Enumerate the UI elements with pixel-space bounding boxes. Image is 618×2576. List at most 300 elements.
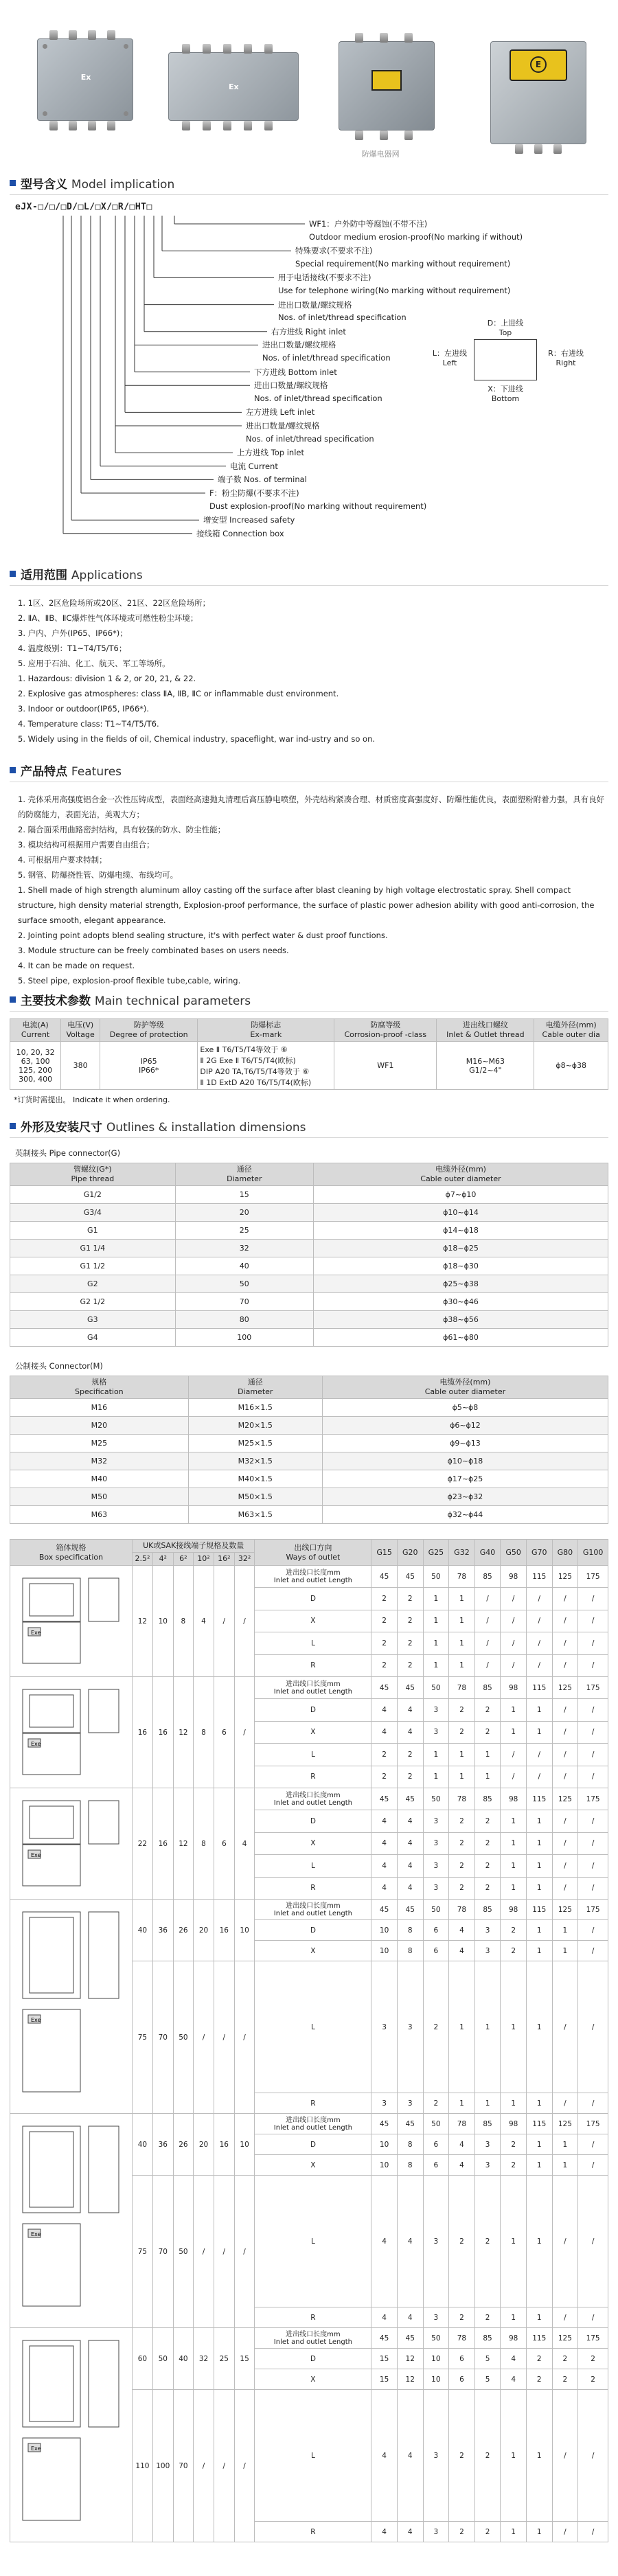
terminal-count-cell: / [234, 2176, 255, 2328]
tech-thread [437, 1042, 534, 1090]
pipe-cell: G3/4 [10, 1204, 176, 1222]
inlet-length-value: 45 [371, 1900, 398, 1920]
tech-header [100, 1019, 198, 1042]
way-count-cell: / [552, 1654, 578, 1676]
metric-cell: M32×1.5 [188, 1452, 322, 1470]
metric-cell: M50×1.5 [188, 1488, 322, 1506]
inlet-length-value: 85 [474, 1677, 501, 1699]
inlet-length-value: 175 [578, 1677, 608, 1699]
application-item: 2. Explosive gas atmospheres: class ⅡA, ⅡB, ⅡC or inflammable dust environment. [18, 689, 339, 698]
inlet-length-value: 78 [449, 1566, 475, 1588]
ex-badge: Ex [229, 82, 239, 91]
tech-value-line: IP65 [140, 1056, 157, 1066]
way-count-cell: 2 [449, 2176, 475, 2307]
svg-text:Exe: Exe [31, 1630, 41, 1636]
metric-cell: ϕ9~ϕ13 [322, 1435, 608, 1452]
way-count-cell: 2 [449, 2307, 475, 2328]
box-outline-drawing [13, 1680, 128, 1783]
thread-header: G50 [501, 1540, 527, 1566]
way-count-cell: / [552, 1810, 578, 1832]
terminal-header: UK或SAK接线端子规格及数量 [132, 1540, 255, 1553]
metric-header-cn: 规格 [91, 1378, 107, 1387]
terminal-size-header: 10² [194, 1553, 214, 1566]
way-count-cell: / [578, 1721, 608, 1743]
way-count-cell: 1 [526, 1961, 552, 2093]
way-count-cell: / [578, 1766, 608, 1788]
metric-cell: ϕ17~ϕ25 [322, 1470, 608, 1488]
terminal-count-cell: 16 [152, 1788, 173, 1900]
way-count-cell: 2 [501, 2155, 527, 2176]
way-count-cell: 4 [397, 2307, 423, 2328]
way-count-cell: 2 [474, 1855, 501, 1877]
way-direction: R [255, 2093, 371, 2114]
way-count-cell: 4 [371, 1810, 398, 1832]
section-title: 主要技术参数 Main technical parameters [21, 994, 251, 1008]
way-count-cell: 4 [449, 1920, 475, 1941]
way-count-cell: / [578, 1699, 608, 1721]
pipe-header [313, 1163, 608, 1186]
way-count-cell: 1 [449, 1632, 475, 1654]
pipe-cell: ϕ7~ϕ10 [313, 1186, 608, 1204]
way-count-cell: 2 [474, 2307, 501, 2328]
inlet-length-value: 115 [526, 2114, 552, 2134]
way-count-cell: 4 [371, 2522, 398, 2542]
model-description: Dust explosion-proof(No marking without requirement) [209, 501, 427, 511]
svg-text:Exe: Exe [31, 2446, 41, 2452]
inlet-length-value: 45 [371, 2114, 398, 2134]
way-count-cell: 6 [423, 1941, 449, 1961]
way-count-cell: / [552, 2522, 578, 2542]
way-count-cell: 1 [501, 2176, 527, 2307]
way-count-cell: 1 [526, 2155, 552, 2176]
feature-item: 4. 可根据用户要求特制； [18, 855, 107, 865]
way-count-cell: / [578, 1810, 608, 1832]
way-count-cell: 2 [449, 2390, 475, 2522]
model-description: Outdoor medium erosion-proof(No marking if without) [309, 231, 523, 242]
way-count-cell: 2 [449, 1810, 475, 1832]
way-count-cell: 15 [371, 2369, 398, 2390]
way-count-cell: 2 [474, 2522, 501, 2542]
thread-header: G40 [474, 1540, 501, 1566]
way-count-cell: / [474, 1654, 501, 1676]
tech-exmark [198, 1042, 334, 1090]
product-photo-2 [161, 11, 304, 166]
tech-current [10, 1042, 61, 1090]
way-count-cell: 2 [397, 1610, 423, 1632]
metric-row [10, 1506, 608, 1524]
pipe-connector-table [10, 1163, 608, 1347]
way-count-cell: 2 [423, 1961, 449, 2093]
way-count-cell: 2 [397, 1654, 423, 1676]
metric-header [322, 1376, 608, 1399]
screw-icon [124, 44, 128, 49]
way-count-cell: 3 [423, 1832, 449, 1854]
way-count-cell: 12 [397, 2349, 423, 2369]
way-count-cell: 1 [552, 1920, 578, 1941]
way-count-cell: 2 [474, 1877, 501, 1899]
metric-row [10, 1435, 608, 1452]
inlet-length-value: 175 [578, 1566, 608, 1588]
inlet-length-cn: 进出线口长度mm [286, 2116, 341, 2124]
way-direction: L [255, 1855, 371, 1877]
terminal-count-cell: 20 [194, 2114, 214, 2176]
pipe-header-cn: 通径 [236, 1165, 252, 1174]
watermark-text: 防爆电器网 [361, 150, 400, 159]
terminal-count-cell: 15 [234, 2328, 255, 2390]
model-code: eJX-□/□/□D/□L/□X/□R/□HT□ [15, 202, 152, 212]
pipe-cell: ϕ18~ϕ25 [313, 1240, 608, 1257]
application-item: 3. 户内、户外(IP65、IP66*)； [18, 628, 128, 638]
terminal-count-cell: 20 [194, 1900, 214, 1961]
inlet-length-value: 125 [552, 2328, 578, 2349]
way-count-cell: 3 [371, 1961, 398, 2093]
way-count-cell: / [578, 2176, 608, 2307]
pipe-row [10, 1275, 608, 1293]
way-count-cell: 1 [474, 1961, 501, 2093]
terminal-size-header: 6² [173, 1553, 193, 1566]
metric-header-cn: 电缆外径(mm) [439, 1378, 491, 1387]
way-count-cell: 1 [474, 1744, 501, 1766]
thread-header: G32 [449, 1540, 475, 1566]
thread-header: G25 [423, 1540, 449, 1566]
way-count-cell: 1 [526, 1941, 552, 1961]
terminal-count-cell: 10 [234, 1900, 255, 1961]
way-count-cell: / [552, 1855, 578, 1877]
model-description: Nos. of inlet/thread specification [262, 353, 391, 363]
inlet-length-value: 50 [423, 1677, 449, 1699]
way-direction: D [255, 1810, 371, 1832]
way-count-cell: 10 [423, 2349, 449, 2369]
terminal-count-cell: 6 [214, 1677, 234, 1788]
terminal-count-cell: 4 [194, 1566, 214, 1677]
terminal-count-cell: 70 [152, 2176, 173, 2328]
way-count-cell: 1 [526, 1855, 552, 1877]
way-count-cell: / [578, 2307, 608, 2328]
feature-item: 3. 模块结构可根据用户需要自由组合； [18, 840, 154, 850]
metric-cell: M16 [10, 1399, 189, 1417]
box-drawing-cell [10, 2114, 133, 2328]
way-count-cell: 3 [423, 2307, 449, 2328]
pipe-cell: G1 [10, 1222, 176, 1240]
way-count-cell: / [578, 2093, 608, 2114]
metric-cell: M16×1.5 [188, 1399, 322, 1417]
application-item: 4. 温度级别：T1~T4/T5/T6； [18, 643, 127, 653]
model-diagram [10, 195, 608, 562]
metric-row [10, 1452, 608, 1470]
inlet-length-en: Inlet and outlet Length [273, 2338, 352, 2346]
way-count-cell: 1 [526, 2390, 552, 2522]
ways-header: 出线口方向 Ways of outlet [255, 1540, 371, 1566]
inlet-length-value: 78 [449, 2328, 475, 2349]
feature-item: 1. Shell made of high strength aluminum alloy casting off the surface after blast cleaning by high voltage electrostatic spray. Shell compact structure, high density material strength, Explosion-proof performance, the surface of plastic power adhesion ability with good anti-corrosion, the surface smooth, elegant appearance. [18, 885, 595, 925]
way-count-cell: 1 [423, 1766, 449, 1788]
model-description: 左方进线 Left inlet [246, 407, 315, 418]
way-count-cell: 4 [397, 1721, 423, 1743]
inlet-length-en: Inlet and outlet Length [273, 1799, 352, 1807]
tech-header-cn: 电流(A) [22, 1021, 49, 1029]
way-direction: X [255, 1832, 371, 1854]
thread-header: G15 [371, 1540, 398, 1566]
pipe-cell: 50 [175, 1275, 313, 1293]
box-outline-drawing [13, 1902, 128, 2108]
way-count-cell: 1 [526, 1920, 552, 1941]
box-drawing-cell [10, 1788, 133, 1900]
direction-diagram-box [474, 339, 537, 380]
way-count-cell: 1 [449, 1766, 475, 1788]
direction-bottom: X：下进线 Bottom [488, 385, 523, 403]
way-count-cell: 1 [526, 2307, 552, 2328]
metric-row [10, 1417, 608, 1435]
way-count-cell: 1 [501, 1721, 527, 1743]
applications-list [18, 595, 618, 759]
metric-cell: ϕ32~ϕ44 [322, 1506, 608, 1524]
way-count-cell: 1 [501, 2307, 527, 2328]
section-title: 适用范围 Applications [21, 569, 143, 582]
screw-icon [43, 44, 47, 49]
inlet-length-value: 85 [474, 2114, 501, 2134]
section-marker-icon [10, 571, 16, 577]
way-count-cell: 6 [423, 1920, 449, 1941]
inlet-length-en: Inlet and outlet Length [273, 1687, 352, 1696]
feature-item: 2. 隔合面采用曲路密封结构，具有较强的防水、防尘性能； [18, 825, 226, 834]
inlet-length-cn: 进出线口长度mm [286, 1680, 341, 1688]
way-count-cell: / [526, 1654, 552, 1676]
way-count-cell: 4 [397, 1877, 423, 1899]
way-count-cell: 2 [526, 2349, 552, 2369]
tech-corrosion: WF1 [334, 1042, 437, 1090]
way-count-cell: 1 [423, 1610, 449, 1632]
way-count-cell: 1 [552, 2134, 578, 2155]
pipe-header-en: Diameter [227, 1174, 262, 1183]
way-count-cell: / [526, 1632, 552, 1654]
pipe-cell: 40 [175, 1257, 313, 1275]
metric-header-en: Diameter [238, 1387, 273, 1396]
tech-header-en: Current [21, 1030, 50, 1039]
ex-badge: Ex [80, 73, 91, 82]
section-tech [10, 988, 608, 1012]
way-count-cell: 4 [501, 2349, 527, 2369]
inlet-length-value: 98 [501, 1566, 527, 1588]
model-description: 进出口数量/螺纹规格 [262, 340, 336, 350]
way-count-cell: 4 [397, 1810, 423, 1832]
way-count-cell: 2 [371, 1610, 398, 1632]
svg-text:Exe: Exe [31, 2017, 41, 2023]
inlet-length-value: 125 [552, 1566, 578, 1588]
pipe-row [10, 1293, 608, 1311]
way-count-cell: 2 [474, 1721, 501, 1743]
way-count-cell: 1 [501, 1961, 527, 2093]
inlet-length-label [255, 2114, 371, 2134]
way-count-cell: 1 [526, 1832, 552, 1854]
terminal-count-cell: 70 [173, 2390, 193, 2542]
section-marker-icon [10, 996, 16, 1003]
order-note: *订货时需提出。 Indicate it when ordering. [14, 1095, 170, 1104]
way-count-cell: 1 [474, 2093, 501, 2114]
model-description: 用于电话接线(不要求不注) [278, 273, 371, 283]
way-count-cell: 10 [423, 2369, 449, 2390]
model-description: 端子数 Nos. of terminal [218, 475, 307, 485]
terminal-count-cell: 26 [173, 1900, 193, 1961]
model-description: 接线箱 Connection box [196, 528, 284, 538]
terminal-count-cell: 25 [214, 2328, 234, 2390]
metric-row [10, 1399, 608, 1417]
terminal-count-cell: 100 [152, 2390, 173, 2542]
terminal-count-cell: / [194, 2390, 214, 2542]
way-count-cell: 3 [423, 1855, 449, 1877]
way-direction: X [255, 2155, 371, 2176]
way-count-cell: 2 [449, 1855, 475, 1877]
tech-header [198, 1019, 334, 1042]
way-direction: R [255, 2307, 371, 2328]
terminal-count-cell: 50 [173, 1961, 193, 2114]
way-count-cell: / [526, 1588, 552, 1610]
way-count-cell: / [474, 1588, 501, 1610]
way-count-cell: 3 [423, 1699, 449, 1721]
tech-header-cn: 防爆标志 [251, 1021, 282, 1029]
pipe-row [10, 1311, 608, 1329]
way-count-cell: / [578, 1855, 608, 1877]
model-description: Nos. of inlet/thread specification [246, 433, 374, 444]
tech-header [534, 1019, 608, 1042]
pipe-header-en: Cable outer diameter [420, 1174, 501, 1183]
inlet-length-en: Inlet and outlet Length [273, 1909, 352, 1917]
way-count-cell: 1 [526, 1877, 552, 1899]
pipe-header [175, 1163, 313, 1186]
model-description: 特殊要求(不要求不注) [295, 246, 373, 256]
terminal-count-cell: 10 [234, 2114, 255, 2176]
section-title: 型号含义 Model implication [21, 178, 175, 192]
tech-header-en: Cable outer dia [542, 1030, 600, 1039]
way-count-cell: 2 [397, 1588, 423, 1610]
way-count-cell: / [552, 2176, 578, 2307]
way-count-cell: 1 [501, 2390, 527, 2522]
way-count-cell: 1 [526, 2134, 552, 2155]
way-count-cell: 2 [501, 2134, 527, 2155]
tech-value-line: G1/2~4" [469, 1065, 502, 1075]
way-count-cell: 1 [552, 2155, 578, 2176]
terminal-count-cell: 8 [194, 1677, 214, 1788]
pipe-cell: 80 [175, 1311, 313, 1329]
way-direction: D [255, 2134, 371, 2155]
model-description: 右方进线 Right inlet [271, 326, 346, 337]
inlet-length-value: 78 [449, 1900, 475, 1920]
way-count-cell: 3 [423, 2176, 449, 2307]
features-list [18, 792, 618, 988]
way-count-cell: 4 [449, 2155, 475, 2176]
terminal-count-cell: / [214, 2390, 234, 2542]
inlet-length-value: 98 [501, 1900, 527, 1920]
pipe-cell: G1/2 [10, 1186, 176, 1204]
metric-cell: M63 [10, 1506, 189, 1524]
tech-header-en: Voltage [66, 1030, 95, 1039]
model-description: 下方进线 Bottom inlet [254, 367, 337, 377]
inlet-length-value: 45 [397, 1788, 423, 1810]
way-direction: D [255, 2349, 371, 2369]
way-count-cell: 3 [423, 1810, 449, 1832]
terminal-count-cell: 40 [132, 2114, 152, 2176]
way-count-cell: 4 [371, 1832, 398, 1854]
inlet-length-value: 45 [397, 2328, 423, 2349]
direction-left: L：左进线 Left [432, 349, 468, 367]
way-count-cell: / [526, 1744, 552, 1766]
inlet-length-value: 50 [423, 1566, 449, 1588]
product-photo-3 [314, 11, 457, 166]
section-title: 外形及安装尺寸 Outlines & installation dimensions [21, 1121, 306, 1135]
way-count-cell: / [501, 1654, 527, 1676]
inlet-length-value: 50 [423, 1900, 449, 1920]
terminal-count-cell: / [214, 1961, 234, 2114]
screw-icon [43, 111, 47, 116]
inlet-length-cn: 进出线口长度mm [286, 1569, 341, 1577]
way-count-cell: / [578, 1941, 608, 1961]
way-count-cell: 10 [371, 2155, 398, 2176]
pipe-cell: 20 [175, 1204, 313, 1222]
way-count-cell: 1 [449, 1744, 475, 1766]
way-count-cell: / [501, 1588, 527, 1610]
terminal-count-cell: 60 [132, 2328, 152, 2390]
metric-cell: M20×1.5 [188, 1417, 322, 1435]
box-row [10, 1566, 608, 1588]
tech-value-line: Ⅱ 1D ExtD A20 T6/T5/T4(欧标) [200, 1078, 312, 1087]
way-count-cell: 15 [371, 2349, 398, 2369]
tech-value-line: 300, 400 [19, 1074, 53, 1084]
metric-header [188, 1376, 322, 1399]
way-direction: L [255, 2390, 371, 2522]
way-count-cell: / [552, 1877, 578, 1899]
way-count-cell: 4 [371, 2390, 398, 2522]
way-count-cell: 2 [371, 1744, 398, 1766]
tech-value-line: DIP A20 TA,T6/T5/T4等效于 ⑥ [200, 1067, 310, 1076]
box-spec-table [10, 1539, 608, 2542]
terminal-count-cell: / [214, 1566, 234, 1677]
way-count-cell: / [552, 1766, 578, 1788]
way-count-cell: / [552, 2093, 578, 2114]
pipe-row [10, 1257, 608, 1275]
way-count-cell: 4 [397, 1699, 423, 1721]
product-photo-1 [10, 11, 152, 166]
way-direction: D [255, 1588, 371, 1610]
way-count-cell: 10 [371, 1920, 398, 1941]
terminal-count-cell: 12 [173, 1788, 193, 1900]
way-count-cell: 2 [423, 2093, 449, 2114]
way-count-cell: 1 [526, 2522, 552, 2542]
way-count-cell: 3 [474, 2155, 501, 2176]
pipe-cell: G2 1/2 [10, 1293, 176, 1311]
terminal-count-cell: 32 [194, 2328, 214, 2390]
way-count-cell: 3 [423, 1877, 449, 1899]
metric-cell: ϕ23~ϕ32 [322, 1488, 608, 1506]
pipe-cell: ϕ25~ϕ38 [313, 1275, 608, 1293]
way-count-cell: 1 [449, 1610, 475, 1632]
way-count-cell: 1 [501, 1699, 527, 1721]
way-count-cell: / [552, 1961, 578, 2093]
way-count-cell: 2 [474, 1810, 501, 1832]
thread-header: G80 [552, 1540, 578, 1566]
way-count-cell: 1 [449, 2093, 475, 2114]
box-row [10, 2328, 608, 2349]
way-count-cell: 3 [423, 2522, 449, 2542]
feature-item: 5. Steel pipe, explosion-proof flexible tube,cable, wiring. [18, 976, 241, 985]
inlet-length-value: 45 [371, 1677, 398, 1699]
way-count-cell: 8 [397, 1941, 423, 1961]
terminal-count-cell: 70 [152, 1961, 173, 2114]
svg-text:Exe: Exe [31, 1741, 41, 1747]
way-count-cell: 1 [501, 2093, 527, 2114]
pipe-cell: ϕ38~ϕ56 [313, 1311, 608, 1329]
pipe-cell: 70 [175, 1293, 313, 1311]
way-count-cell: 4 [397, 1855, 423, 1877]
way-count-cell: / [578, 1877, 608, 1899]
